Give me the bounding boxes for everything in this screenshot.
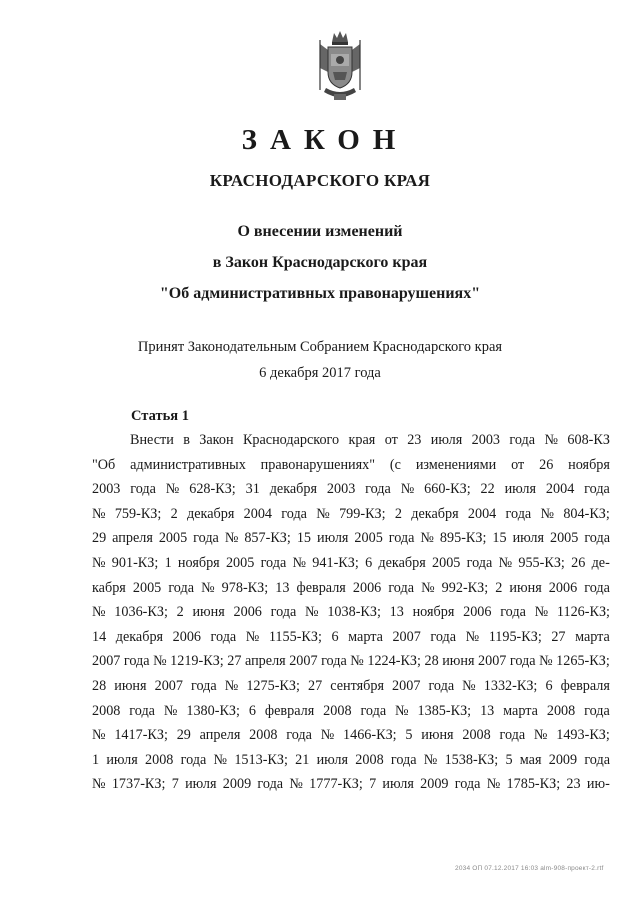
body-line — [92, 776, 610, 801]
body-word: 1785-КЗ; — [506, 776, 561, 793]
body-word: 2 — [176, 604, 184, 621]
subject-line: в Закон Краснодарского края — [212, 254, 428, 271]
body-word: июля — [504, 481, 537, 498]
adoption-note — [0, 334, 640, 386]
body-word: 2006 — [463, 604, 492, 621]
body-word: 2006 — [352, 579, 382, 596]
body-word: от — [511, 456, 525, 473]
body-word: 2007 — [154, 677, 183, 694]
body-line — [92, 580, 610, 605]
body-word: 2009 — [548, 751, 578, 768]
subject-line: "Об административных правонарушениях" — [159, 285, 481, 302]
body-word: года — [360, 702, 387, 719]
body-word: года — [584, 751, 610, 768]
body-word: февраля — [560, 677, 610, 694]
body-word: года — [123, 653, 150, 670]
body-word: Краснодарского — [242, 432, 340, 448]
body-word: июня — [114, 677, 147, 694]
body-word: 7 — [171, 776, 179, 793]
body-word: № — [289, 776, 303, 793]
body-word: 2005 — [432, 554, 461, 571]
body-word: 31 — [245, 481, 260, 498]
body-word: 2 — [495, 579, 503, 596]
body-word: декабря — [411, 505, 459, 522]
body-word: № — [224, 677, 239, 694]
body-word: года — [321, 653, 347, 670]
adoption-date: 6 декабря 2017 года — [259, 365, 381, 381]
body-word: года — [500, 604, 526, 621]
law-subject — [0, 216, 640, 309]
body-word: декабря — [269, 481, 318, 498]
body-word: 6 — [248, 702, 256, 719]
body-word: года — [466, 554, 493, 571]
body-word: 15 — [492, 530, 507, 547]
body-word: административных — [130, 456, 246, 473]
body-word: 14 — [92, 628, 107, 645]
body-word: 2003 — [92, 481, 121, 498]
body-word: 1155-КЗ; — [268, 628, 322, 645]
body-word: декабря — [187, 505, 235, 522]
body-word: 1777-КЗ; — [309, 776, 363, 793]
body-word: года — [584, 530, 610, 547]
body-word: "Об — [92, 456, 116, 473]
region-title: КРАСНОДАРСКОГО КРАЯ — [209, 171, 431, 190]
body-word: декабря — [378, 554, 426, 571]
body-word: года — [388, 579, 414, 596]
body-word: № — [465, 628, 480, 645]
body-line — [92, 530, 610, 555]
body-word: 895-КЗ; — [439, 530, 487, 547]
body-word: 955-КЗ; — [518, 554, 565, 571]
body-word: 2004 — [467, 505, 497, 522]
body-word: 857-КЗ; — [244, 530, 291, 547]
body-word: 13 — [389, 604, 404, 621]
body-word: 1126-КЗ; — [556, 604, 610, 621]
body-word: 2007 — [478, 653, 507, 670]
body-word: 2009 — [222, 776, 252, 793]
body-word: года — [499, 727, 526, 744]
body-word: марта — [348, 628, 383, 645]
body-word: года — [270, 604, 297, 621]
body-word: года — [286, 727, 312, 744]
body-word: № — [462, 677, 476, 694]
law-title: ЗАКОН — [241, 124, 409, 156]
body-word: 1275-КЗ; — [246, 677, 300, 694]
body-word: № — [245, 628, 260, 645]
body-word: декабря — [115, 628, 164, 645]
body-word: № — [201, 579, 215, 596]
body-word: 1380-КЗ; — [186, 702, 240, 719]
body-word: февраля — [296, 579, 346, 596]
body-word: изменениями — [415, 456, 497, 473]
body-word: 1538-КЗ; — [444, 751, 499, 768]
body-word: кабря — [92, 579, 126, 596]
body-word: де- — [591, 554, 610, 571]
body-word: 2007 — [92, 653, 121, 670]
body-word: 2008 — [145, 751, 174, 768]
body-word: марта — [503, 702, 538, 719]
body-word: года — [130, 481, 156, 498]
body-word: № — [213, 751, 228, 768]
body-word: ноября — [412, 604, 455, 621]
body-word: июля — [185, 776, 217, 793]
body-word: № — [420, 530, 434, 547]
body-word: № — [153, 653, 167, 670]
body-word: № — [533, 727, 548, 744]
body-word: № — [163, 702, 178, 719]
body-word: ноября — [568, 456, 610, 473]
adoption-line: Принят Законодательным Собранием Краснодарского края — [137, 339, 503, 355]
body-word: года — [260, 554, 287, 571]
body-word: № — [320, 727, 335, 744]
body-word: 26 — [539, 456, 554, 473]
body-word: года — [210, 628, 237, 645]
body-word: 1513-КЗ; — [234, 751, 288, 768]
body-line — [92, 432, 610, 457]
body-word: 2006 — [172, 628, 201, 645]
body-word: № — [421, 579, 435, 596]
body-word: 978-КЗ; — [221, 579, 269, 596]
body-word: 2008 — [355, 751, 384, 768]
body-word: 1417-КЗ; — [114, 727, 168, 744]
body-line — [92, 604, 610, 629]
body-word: мая — [519, 751, 542, 768]
body-word: июня — [421, 727, 454, 744]
body-word: 2007 — [289, 653, 318, 670]
body-word: 941-КЗ; — [312, 554, 359, 571]
body-word: 2005 — [354, 530, 383, 547]
body-word: 2009 — [420, 776, 449, 793]
body-word: 2004 — [545, 481, 575, 498]
body-word: июля — [430, 432, 463, 448]
body-word: № — [395, 702, 409, 719]
body-word: 1195-КЗ; — [488, 628, 542, 645]
body-word: 1036-КЗ; — [114, 604, 168, 621]
body-word: 1219-КЗ; — [170, 653, 224, 670]
body-word: 2 — [394, 505, 402, 522]
body-line — [92, 481, 610, 506]
body-word: 799-КЗ; — [339, 505, 386, 522]
body-word: 29 — [92, 530, 107, 547]
body-word: 608-КЗ — [567, 432, 610, 448]
body-word: 2008 — [249, 727, 278, 744]
body-word: июля — [512, 530, 545, 547]
body-word: № — [92, 776, 106, 793]
body-word: года — [281, 505, 307, 522]
body-word: апреля — [199, 727, 241, 744]
body-word: июля — [316, 751, 349, 768]
body-line — [92, 703, 610, 728]
body-word: 1737-КЗ; — [111, 776, 166, 793]
body-word: 5 — [505, 751, 513, 768]
body-word: года — [388, 530, 415, 547]
body-word: 27 — [551, 628, 566, 645]
body-word: июня — [192, 604, 225, 621]
body-word: 1385-КЗ; — [417, 702, 472, 719]
body-line — [92, 653, 610, 678]
body-word: 2005 — [132, 579, 162, 596]
body-word: 2008 — [546, 702, 576, 719]
body-word: № — [486, 776, 501, 793]
body-word: 13 — [480, 702, 495, 719]
body-word: года — [180, 751, 207, 768]
body-word: 1265-КЗ; — [556, 653, 610, 670]
body-word: 27 — [227, 653, 242, 670]
body-word: № — [540, 505, 555, 522]
body-word: 1 — [92, 751, 100, 768]
body-word: года — [505, 505, 532, 522]
body-word: 2007 — [392, 628, 421, 645]
body-word: 27 — [308, 677, 323, 694]
body-word: 26 — [571, 554, 586, 571]
body-word: июня — [442, 653, 475, 670]
body-word: 28 — [92, 677, 107, 694]
body-word: июня — [509, 579, 542, 596]
body-word: 2006 — [233, 604, 262, 621]
body-word: 5 — [405, 727, 413, 744]
body-word: Внести — [130, 432, 174, 448]
body-word: марта — [575, 628, 610, 645]
body-word: 22 — [480, 481, 495, 498]
body-word: 759-КЗ; — [114, 505, 162, 522]
body-word: № — [544, 432, 558, 448]
body-word: года — [584, 481, 610, 498]
body-word: 660-КЗ; — [424, 481, 471, 498]
body-word: 2003 — [326, 481, 356, 498]
body-word: 1332-КЗ; — [483, 677, 538, 694]
footer-stamp: 2034 ОП 07.12.2017 16:03 alm-908-проект-2.rtf — [455, 865, 604, 872]
body-word: от — [384, 432, 398, 448]
body-word: 23 — [407, 432, 422, 448]
body-word: года — [168, 579, 194, 596]
body-word: года — [390, 751, 417, 768]
body-word: № — [316, 505, 330, 522]
body-word: 13 — [275, 579, 290, 596]
body-word: 2005 — [225, 554, 255, 571]
body-word: года — [509, 653, 536, 670]
body-word: 2004 — [243, 505, 273, 522]
body-word: апреля — [112, 530, 153, 547]
body-word: № — [539, 653, 553, 670]
body-word: апреля — [244, 653, 286, 670]
body-word: ноября — [177, 554, 220, 571]
body-word: 23 — [566, 776, 581, 793]
body-word: № — [400, 481, 415, 498]
body-word: 21 — [295, 751, 310, 768]
body-word: июля — [106, 751, 138, 768]
body-word: 29 — [176, 727, 191, 744]
body-word: № — [224, 530, 239, 547]
krasnodar-coat-of-arms-icon — [311, 28, 369, 104]
body-word: 28 — [424, 653, 439, 670]
body-word: 7 — [369, 776, 377, 793]
body-word: 6 — [545, 677, 553, 694]
body-word: года — [191, 677, 217, 694]
body-word: (с — [389, 456, 401, 473]
body-word: февраля — [264, 702, 315, 719]
body-word: в — [183, 432, 190, 448]
body-word: правонарушениях" — [260, 456, 376, 473]
body-word: года — [129, 702, 155, 719]
body-word: 6 — [365, 554, 373, 571]
body-word: года — [257, 776, 284, 793]
body-word: 1038-КЗ; — [327, 604, 381, 621]
body-word: № — [350, 653, 364, 670]
body-word: 1466-КЗ; — [343, 727, 397, 744]
body-word: № — [92, 554, 106, 571]
body-word: 2 — [170, 505, 178, 522]
body-word: № — [534, 604, 549, 621]
body-word: июля — [382, 776, 414, 793]
body-word: № — [305, 604, 319, 621]
body-word: года — [584, 702, 610, 719]
body-word: года — [428, 677, 455, 694]
body-word: 15 — [296, 530, 312, 547]
body-line — [92, 555, 610, 580]
body-word: 628-КЗ; — [189, 481, 236, 498]
body-word: № — [92, 604, 106, 621]
body-line — [92, 752, 610, 777]
body-word: 2008 — [92, 702, 121, 719]
body-word: года — [430, 628, 457, 645]
article-heading: Статья 1 — [131, 408, 189, 424]
body-word: 1 — [164, 554, 172, 571]
body-word: года — [509, 432, 536, 448]
body-word: 2005 — [158, 530, 188, 547]
body-line — [92, 727, 610, 752]
body-word: 1493-КЗ; — [556, 727, 610, 744]
body-line — [92, 678, 610, 703]
body-word: 2006 — [548, 579, 578, 596]
body-word: сентября — [330, 677, 384, 694]
body-word: № — [92, 727, 106, 744]
body-word: 2005 — [549, 530, 579, 547]
article-body — [92, 432, 610, 801]
body-line — [92, 629, 610, 654]
body-word: года — [365, 481, 391, 498]
body-word: 6 — [331, 628, 339, 645]
body-word: Закон — [199, 432, 234, 448]
body-word: 901-КЗ; — [111, 554, 159, 571]
body-word: года — [454, 776, 481, 793]
body-word: июля — [316, 530, 349, 547]
body-word: № — [92, 505, 106, 522]
body-word: года — [584, 579, 610, 596]
subject-line: О внесении изменений — [237, 223, 403, 240]
body-word: 2008 — [462, 727, 491, 744]
body-word: 804-КЗ; — [563, 505, 610, 522]
body-word: года — [193, 530, 219, 547]
body-word: 2003 — [471, 432, 500, 448]
body-word: 992-КЗ; — [441, 579, 489, 596]
body-line — [92, 506, 610, 531]
body-word: № — [292, 554, 307, 571]
body-word: 2007 — [392, 677, 421, 694]
body-word: № — [498, 554, 513, 571]
body-word: ию- — [586, 776, 610, 793]
body-word: № — [423, 751, 438, 768]
body-word: 1224-КЗ; — [367, 653, 421, 670]
body-word: 2008 — [323, 702, 352, 719]
body-line — [92, 457, 610, 482]
body-word: края — [348, 432, 376, 448]
body-word: № — [165, 481, 180, 498]
